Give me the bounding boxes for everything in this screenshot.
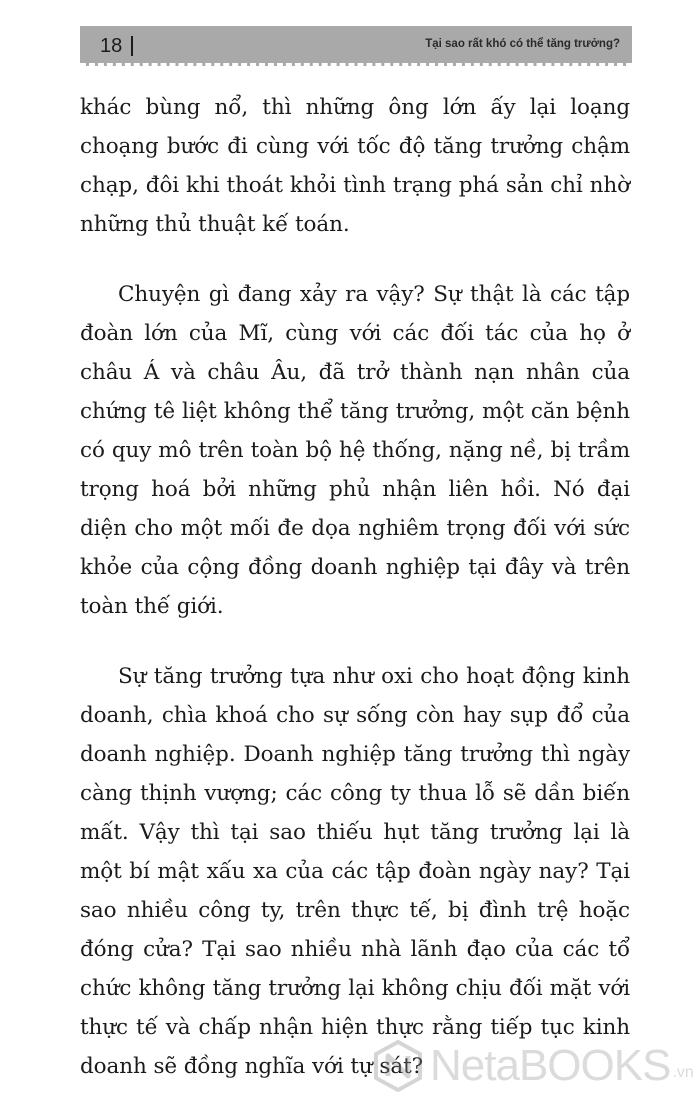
header-separator <box>131 36 133 56</box>
watermark-brand: NetaBOOKS <box>430 1041 671 1090</box>
page-header <box>80 26 632 66</box>
watermark <box>372 1040 694 1092</box>
paragraph-3: Sự tăng trưởng tựa như oxi cho hoạt động kinh doanh, chìa khoá cho sự sống còn hay sụp đổ của doanh nghiệp. Doanh nghiệp tăng trưởng thì ngày càng thịnh vượng; các công ty thua lỗ sẽ dần biến mất. Vậy thì tại sao thiếu hụt tăng trưởng lại là một bí mật xấu xa của các tập đoàn ngày nay? Tại sao nhiều công ty, trên thực tế, bị đình trệ hoặc đóng cửa? Tại sao nhiều nhà lãnh đạo của các tổ chức không tăng trưởng lại không chịu đối mặt với thực tế và chấp nhận hiện thực rằng tiếp tục kinh doanh sẽ đồng nghĩa với tự sát? <box>80 664 630 1079</box>
paragraph-1: khác bùng nổ, thì những ông lớn ấy lại loạng choạng bước đi cùng với tốc độ tăng trưởng chậm chạp, đôi khi thoát khỏi tình trạng phá sản chỉ nhờ những thủ thuật kế toán. <box>80 95 630 237</box>
chapter-title: Tại sao rất khó có thể tăng trưởng? <box>425 38 620 50</box>
neta-logo-icon <box>372 1040 424 1092</box>
paragraph-2: Chuyện gì đang xảy ra vậy? Sự thật là các tập đoàn lớn của Mĩ, cùng với các đối tác của họ ở châu Á và châu Âu, đã trở thành nạn nhân của chứng tê liệt không thể tăng trưởng, một căn bệnh có quy mô trên toàn bộ hệ thống, nặng nề, bị trầm trọng hoá bởi những phủ nhận liên hồi. Nó đại diện cho một mối đe dọa nghiêm trọng đối với sức khỏe của cộng đồng doanh nghiệp tại đây và trên toàn thế giới. <box>80 282 630 619</box>
page-number: 18 <box>100 35 123 57</box>
body-text <box>80 88 630 1086</box>
watermark-suffix: .vn <box>672 1064 694 1081</box>
